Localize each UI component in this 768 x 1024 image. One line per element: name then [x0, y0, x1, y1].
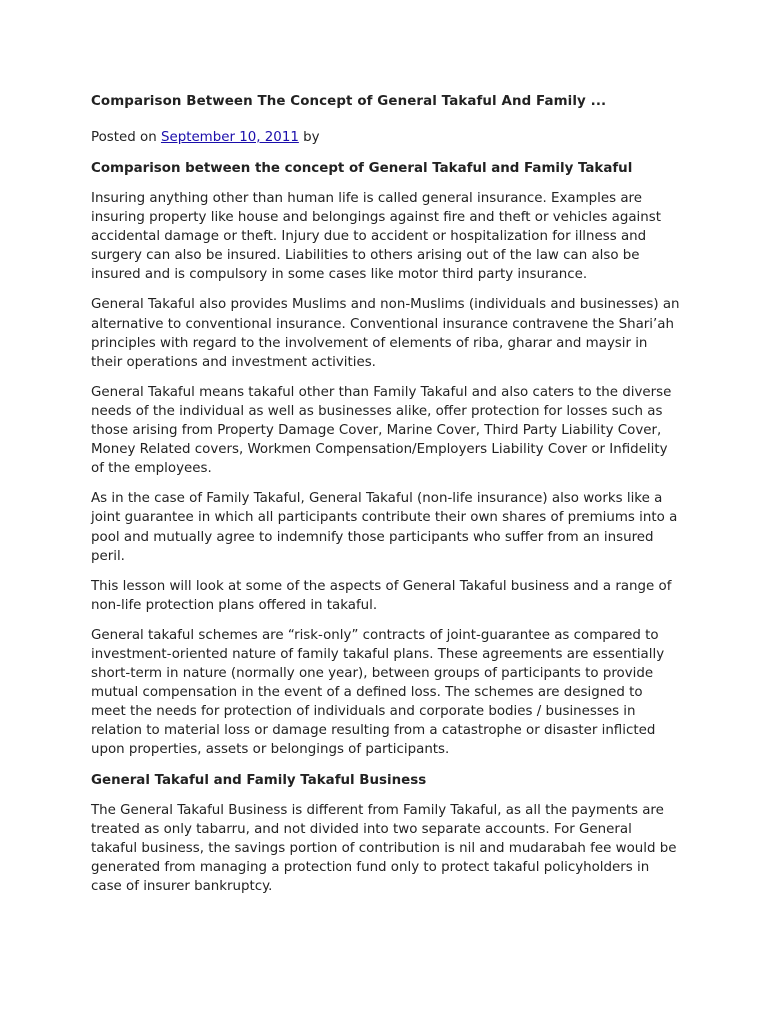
document-title: Comparison Between The Concept of General Takaful And Family ...	[91, 94, 607, 109]
paragraph-business: The General Takaful Business is different from Family Takaful, as all the payments are treated as only tabarru, and not divided into two separate accounts. For General takaful business, the savings portion of contribution is nil and mudarabah fee would be generated from managing a protection fund only to protect takaful policyholders in case of insurer bankruptcy.	[91, 802, 677, 894]
section-subheading: General Takaful and Family Takaful Business	[91, 772, 427, 788]
paragraph-lesson: This lesson will look at some of the aspects of General Takaful business and a range of non-life protection plans offered in takaful.	[91, 578, 672, 613]
posted-on-label: Posted on	[91, 130, 161, 145]
article-heading: Comparison between the concept of General Takaful and Family Takaful	[91, 161, 633, 176]
paragraph-general-insurance: Insuring anything other than human life is called general insurance. Examples are insuring property like house and belongings against fire and theft or vehicles against accidental damage or theft. Injury due to accident or hospitalization for illness and surgery can also be insured. Liabilities to others arising out of the law can also be insured and is compulsory in some cases like motor third party insurance.	[91, 191, 661, 283]
paragraph-joint-guarantee: As in the case of Family Takaful, General Takaful (non-life insurance) also works like a joint guarantee in which all participants contribute their own shares of premiums into a pool and mutually agree to indemnify those participants who suffer from an insured peril.	[91, 491, 678, 564]
paragraph-definition: General Takaful means takaful other than Family Takaful and also caters to the diverse needs of the individual as well as businesses alike, offer protection for losses such as those arising from Property Damage Cover, Marine Cover, Third Party Liability Cover, Money Related covers, Workmen Compensation/Employers Liability Cover or Infidelity of the employees.	[91, 384, 672, 477]
post-date-link[interactable]: September 10, 2011	[160, 130, 299, 145]
paragraph-risk-only: General takaful schemes are “risk-only” contracts of joint-guarantee as compared to investment-oriented nature of family takaful plans. These agreements are essentially short-term in nature (normally one year), between groups of participants to provide mutual compensation in the event of a defined loss. The schemes are designed to meet the needs for protection of individuals and corporate bodies / businesses in relation to material loss or damage resulting from a catastrophe or disaster inflicted upon properties, assets or belongings of participants.	[91, 627, 665, 758]
posted-by-label: by	[298, 130, 320, 145]
post-meta	[91, 128, 677, 147]
paragraph-alternative: General Takaful also provides Muslims and non-Muslims (individuals and businesses) an alternative to conventional insurance. Conventional insurance contravene the Shari’ah principles with regard to the involvement of elements of riba, gharar and maysir in their operations and investment activities.	[91, 297, 680, 370]
